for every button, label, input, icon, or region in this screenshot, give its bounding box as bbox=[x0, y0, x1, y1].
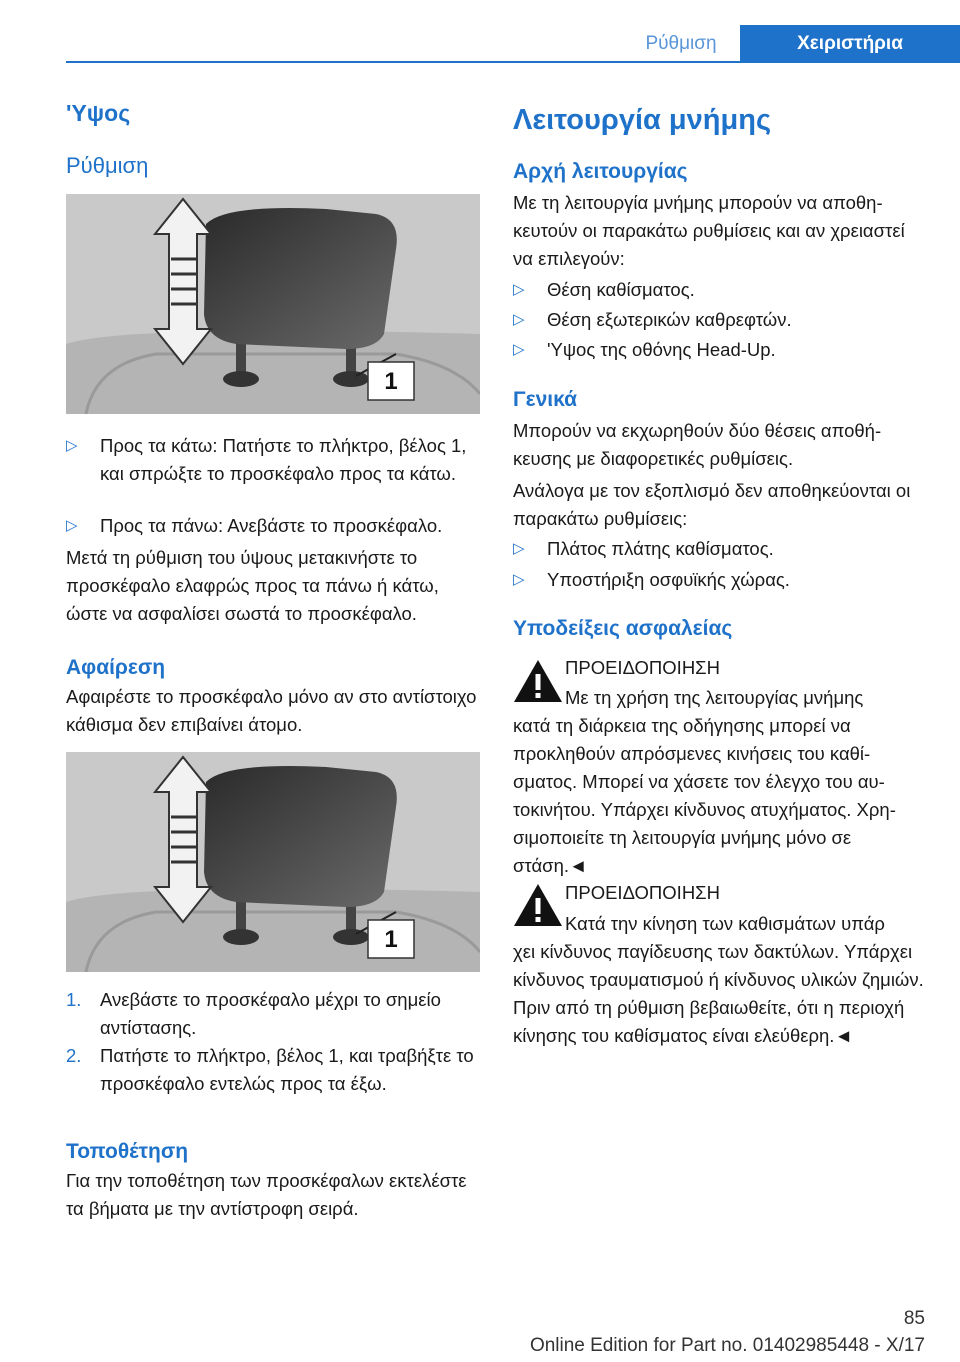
header-rule bbox=[66, 61, 960, 63]
paragraph-principle: Με τη λειτουργία μνήμης μπορούν να αποθηκευτούν οι παρακάτω ρυθμίσεις και αν χρειαστεί να επιλεγούν: bbox=[513, 192, 905, 269]
triangle-bullet-icon: ▷ bbox=[513, 571, 525, 588]
bullet-item: ▷ 'Υψος της οθόνης Head-Up. bbox=[513, 336, 925, 364]
paragraph-remove: Αφαιρέστε το προσκέφαλο μόνο αν στο αντίστοιχο κάθισμα δεν επιβαίνει άτομο. bbox=[66, 686, 477, 735]
warning-text-2-first: Κατά την κίνηση των καθισμάτων υπάρ bbox=[565, 913, 885, 934]
warning-label-1: ΠΡΟΕΙΔΟΠΟΙΗΣΗ bbox=[565, 657, 720, 678]
warning-text-1-first: Με τη χρήση της λειτουργίας μνήμης bbox=[565, 687, 864, 708]
paragraph-install: Για την τοποθέτηση των προσκέφαλων εκτελέστε τα βήματα με την αντίστροφη σειρά. bbox=[66, 1170, 467, 1219]
headrest-figure-2 bbox=[66, 752, 480, 972]
heading-general: Γενικά bbox=[513, 388, 578, 411]
figure-label-1: 1 bbox=[384, 368, 398, 395]
header-chapter-tab: Χειριστήρια bbox=[740, 25, 960, 63]
headrest-figure-1 bbox=[66, 194, 480, 414]
triangle-bullet-icon: ▷ bbox=[513, 341, 525, 358]
heading-remove: Αφαίρεση bbox=[66, 656, 166, 679]
warning-icon bbox=[512, 882, 564, 928]
triangle-bullet-icon: ▷ bbox=[66, 517, 78, 534]
bullet-item: ▷ Πλάτος πλάτης καθίσματος. bbox=[513, 535, 925, 563]
bullet-item: ▷ Υποστήριξη οσφυϊκής χώρας. bbox=[513, 566, 925, 594]
step-item: 1. Ανεβάστε το προσκέφαλο μέχρι το σημείο αντίστασης. bbox=[66, 986, 480, 1042]
triangle-bullet-icon: ▷ bbox=[66, 437, 78, 454]
headrest-illustration-2 bbox=[66, 752, 480, 972]
bullet-item: ▷ Θέση εξωτερικών καθρεφτών. bbox=[513, 306, 925, 334]
bullet-item: ▷ Προς τα κάτω: Πατήστε το πλήκτρο, βέλος 1, και σπρώξτε το προσκέφαλο προς τα κάτω. bbox=[66, 432, 480, 488]
paragraph-general-2: Ανάλογα με τον εξοπλισμό δεν αποθηκεύονται οι παρακάτω ρυθμίσεις: bbox=[513, 480, 911, 529]
heading-memory-function: Λειτουργία μνήμης bbox=[513, 104, 772, 136]
paragraph-general-1: Μπορούν να εκχωρηθούν δύο θέσεις αποθήκευσης με διαφορετικές ρυθμίσεις. bbox=[513, 420, 882, 469]
heading-install: Τοποθέτηση bbox=[66, 1140, 189, 1163]
bullet-item: ▷ Προς τα πάνω: Ανεβάστε το προσκέφαλο. bbox=[66, 512, 480, 540]
triangle-bullet-icon: ▷ bbox=[513, 311, 525, 328]
warning-label-2: ΠΡΟΕΙΔΟΠΟΙΗΣΗ bbox=[565, 882, 720, 903]
step-item: 2. Πατήστε το πλήκτρο, βέλος 1, και τραβήξτε το προσκέφαλο εντελώς προς τα έξω. bbox=[66, 1042, 480, 1098]
figure-label-2: 1 bbox=[384, 926, 398, 953]
warning-text-2: χει κίνδυνος παγίδευσης των δακτύλων. Υπάρχει κίνδυνος τραυματισμού ή κίνδυνος υλικών ζημιών. Πριν από τη ρύθμιση βεβαιωθείτε, ότι η περιοχή κίνησης του καθίσματος είναι ελεύθερη.◄ bbox=[513, 941, 924, 1046]
heading-safety: Υποδείξεις ασφαλείας bbox=[513, 617, 733, 640]
heading-adjust: Ρύθμιση bbox=[66, 153, 149, 178]
triangle-bullet-icon: ▷ bbox=[513, 540, 525, 557]
edition-footer: Online Edition for Part no. 01402985448 - X/17 bbox=[529, 1335, 925, 1356]
warning-text-1: κατά τη διάρκεια της οδήγησης μπορεί να προκληθούν απρόσμενες κινήσεις του καθίσματος. Μπορεί να χάσετε τον έλεγχο του αυτοκινήτου. Υπάρχει κίνδυνος ατυχήματος. Χρησιμοποιείτε τη λειτουργία μνήμης μόνο σε στάση.◄ bbox=[513, 715, 896, 876]
step-number: 1. bbox=[66, 989, 82, 1010]
heading-height: 'Υψος bbox=[66, 100, 131, 126]
heading-principle: Αρχή λειτουργίας bbox=[513, 160, 688, 183]
header-section-tab: Ρύθμιση bbox=[645, 33, 717, 54]
paragraph-after-adjust: Μετά τη ρύθμιση του ύψους μετακινήστε το προσκέφαλο ελαφρώς προς τα πάνω ή κάτω, ώστε να ασφαλίσει σωστά το προσκέφαλο. bbox=[66, 547, 439, 624]
headrest-illustration-1 bbox=[66, 194, 480, 414]
bullet-item: ▷ Θέση καθίσματος. bbox=[513, 276, 925, 304]
step-number: 2. bbox=[66, 1045, 82, 1066]
triangle-bullet-icon: ▷ bbox=[513, 281, 525, 298]
warning-icon bbox=[512, 658, 564, 704]
page-number: 85 bbox=[903, 1308, 925, 1329]
